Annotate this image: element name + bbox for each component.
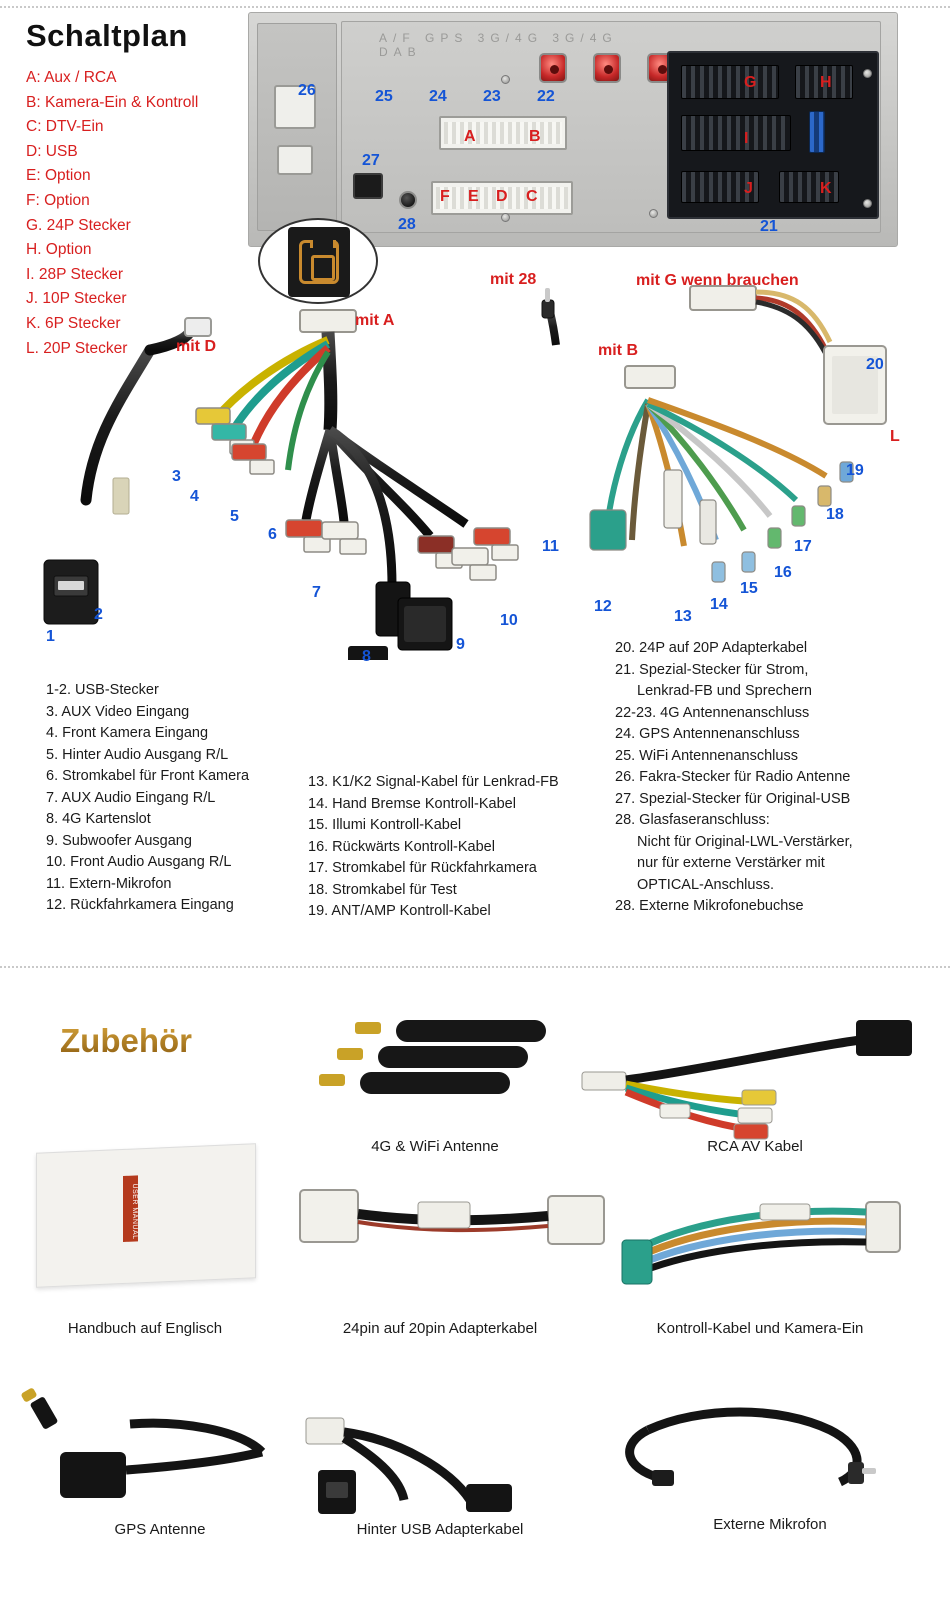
accessory-caption: Kontroll-Kabel und Kamera-Ein xyxy=(656,1320,864,1337)
parts-list-item: 9. Subwoofer Ausgang xyxy=(46,832,192,849)
parts-list-item: 5. Hinter Audio Ausgang R/L xyxy=(46,746,229,763)
parts-list-item: nur für externe Verstärker mit xyxy=(637,855,825,871)
harness-number-4: 4 xyxy=(190,488,199,505)
device-letter-a: A xyxy=(464,128,476,145)
parts-list-item: 4. Front Kamera Eingang xyxy=(46,725,209,741)
parts-list-item: 28. Externe Mikrofonebuchse xyxy=(615,898,804,914)
page-title-schaltplan: Schaltplan xyxy=(26,18,188,53)
legend-item: E: Option xyxy=(26,167,91,185)
device-letter-i: I xyxy=(744,130,749,147)
harness-number-9: 9 xyxy=(456,636,465,653)
parts-list-item: 12. Rückfahrkamera Eingang xyxy=(46,897,234,913)
parts-list-column-c xyxy=(615,638,853,918)
parts-list-item: 18. Stromkabel für Test xyxy=(308,881,457,898)
manual-band-label: USER MANUAL xyxy=(123,1175,138,1242)
device-number-28: 28 xyxy=(398,216,416,233)
harness-number-8: 8 xyxy=(362,648,371,665)
harness-number-12: 12 xyxy=(594,598,612,615)
device-number-21: 21 xyxy=(760,218,778,235)
device-number-26: 26 xyxy=(298,82,316,99)
legend-item: B: Kamera-Ein & Kontroll xyxy=(26,93,199,111)
harness-number-1: 1 xyxy=(46,628,55,645)
accessory-caption: RCA AV Kabel xyxy=(707,1138,803,1155)
harness-number-20: 20 xyxy=(866,356,884,373)
parts-list-item: 14. Hand Bremse Kontroll-Kabel xyxy=(308,795,516,812)
accessory-caption: GPS Antenne xyxy=(114,1521,206,1538)
parts-list-item: 22-23. 4G Antennenanschluss xyxy=(615,704,810,721)
harness-number-18: 18 xyxy=(826,506,844,523)
parts-list-item: 10. Front Audio Ausgang R/L xyxy=(46,854,232,870)
label-mit-a: mit A xyxy=(355,312,395,329)
legend-item: L. 20P Stecker xyxy=(26,339,128,357)
harness-number-6: 6 xyxy=(268,526,277,543)
device-letter-j: J xyxy=(744,180,753,197)
legend-item: I. 28P Stecker xyxy=(26,265,124,283)
parts-list-item: 27. Spezial-Stecker für Original-USB xyxy=(615,790,851,807)
parts-list-item: 16. Rückwärts Kontroll-Kabel xyxy=(308,838,495,855)
harness-number-19: 19 xyxy=(846,462,864,479)
parts-list-item: 6. Stromkabel für Front Kamera xyxy=(46,768,250,784)
parts-list-item: 13. K1/K2 Signal-Kabel für Lenkrad-FB xyxy=(308,774,559,790)
harness-number-17: 17 xyxy=(794,538,812,555)
harness-number-15: 15 xyxy=(740,580,758,597)
parts-list-item: 8. 4G Kartenslot xyxy=(46,811,151,827)
device-letter-b: B xyxy=(529,128,541,145)
parts-list-item: 17. Stromkabel für Rückfahrkamera xyxy=(308,860,537,876)
parts-list-item: Nicht für Original-LWL-Verstärker, xyxy=(637,833,853,850)
harness-number-2: 2 xyxy=(94,606,103,623)
parts-list-item: 1-2. USB-Stecker xyxy=(46,682,159,698)
device-port-strip-label: A/F GPS 3G/4G 3G/4G DAB xyxy=(379,31,618,59)
device-letter-c: C xyxy=(526,188,538,205)
parts-list-item: 24. GPS Antennenanschluss xyxy=(615,726,800,742)
device-number-25: 25 xyxy=(375,88,393,105)
harness-number-14: 14 xyxy=(710,596,728,613)
manual-booklet-photo xyxy=(36,1143,256,1288)
legend-item: D: USB xyxy=(26,142,78,160)
harness-number-16: 16 xyxy=(774,564,792,581)
legend-item: K. 6P Stecker xyxy=(26,314,121,332)
parts-list-column-a xyxy=(46,680,249,917)
harness-number-5: 5 xyxy=(230,508,239,525)
page-title-zubehor: Zubehör xyxy=(60,1022,192,1059)
parts-list-item: 15. Illumi Kontroll-Kabel xyxy=(308,817,462,833)
label-mit-28: mit 28 xyxy=(490,271,537,288)
parts-list-column-b xyxy=(308,772,559,923)
parts-list-item: Lenkrad-FB und Sprechern xyxy=(637,683,812,699)
parts-list-item: 11. Extern-Mikrofon xyxy=(46,875,172,892)
parts-list-item: 21. Spezial-Stecker für Strom, xyxy=(615,661,809,678)
parts-list-item: 19. ANT/AMP Kontroll-Kabel xyxy=(308,903,491,919)
accessory-caption: Handbuch auf Englisch xyxy=(67,1320,223,1337)
device-letter-h: H xyxy=(820,74,832,91)
device-letter-f: F xyxy=(440,188,450,205)
parts-list-item: 26. Fakra-Stecker für Radio Antenne xyxy=(615,769,851,785)
label-mit-d: mit D xyxy=(176,338,216,355)
harness-number-13: 13 xyxy=(674,608,692,625)
harness-number-7: 7 xyxy=(312,584,321,601)
legend-item: G. 24P Stecker xyxy=(26,216,131,234)
parts-list-item: 28. Glasfaseranschluss: xyxy=(615,812,770,828)
parts-list-item: 25. WiFi Antennenanschluss xyxy=(615,747,798,764)
label-mit-b: mit B xyxy=(598,342,638,359)
device-letter-g: G xyxy=(744,74,757,91)
device-letter-e: E xyxy=(468,188,479,205)
legend-item: F: Option xyxy=(26,191,90,209)
harness-number-11: 11 xyxy=(542,538,559,555)
label-connector-l: L xyxy=(890,428,900,445)
parts-list-item: 20. 24P auf 20P Adapterkabel xyxy=(615,640,808,656)
device-number-22: 22 xyxy=(537,88,555,105)
divider-middle xyxy=(0,966,950,968)
cable-harness-illustration xyxy=(0,0,950,660)
device-letter-k: K xyxy=(820,180,832,197)
accessory-caption: 4G & WiFi Antenne xyxy=(371,1138,499,1155)
parts-list-item: OPTICAL-Anschluss. xyxy=(637,876,774,893)
harness-number-10: 10 xyxy=(500,612,518,629)
legend-item: J. 10P Stecker xyxy=(26,290,127,308)
accessory-caption: 24pin auf 20pin Adapterkabel xyxy=(342,1320,538,1337)
device-number-23: 23 xyxy=(483,88,501,105)
parts-list-item: 3. AUX Video Eingang xyxy=(46,703,190,720)
legend-item: C: DTV-Ein xyxy=(26,118,104,136)
parts-list-item: 7. AUX Audio Eingang R/L xyxy=(46,789,216,806)
accessory-caption: Hinter USB Adapterkabel xyxy=(356,1521,524,1538)
device-number-24: 24 xyxy=(429,88,447,105)
device-letter-d: D xyxy=(496,188,508,205)
accessory-caption: Externe Mikrofon xyxy=(713,1516,827,1533)
harness-number-3: 3 xyxy=(172,468,181,485)
legend-item: H. Option xyxy=(26,241,92,259)
legend-item: A: Aux / RCA xyxy=(26,69,117,86)
label-mit-g: mit G wenn brauchen xyxy=(636,272,799,289)
accessories-illustration xyxy=(0,1000,950,1600)
device-number-27: 27 xyxy=(362,152,380,169)
